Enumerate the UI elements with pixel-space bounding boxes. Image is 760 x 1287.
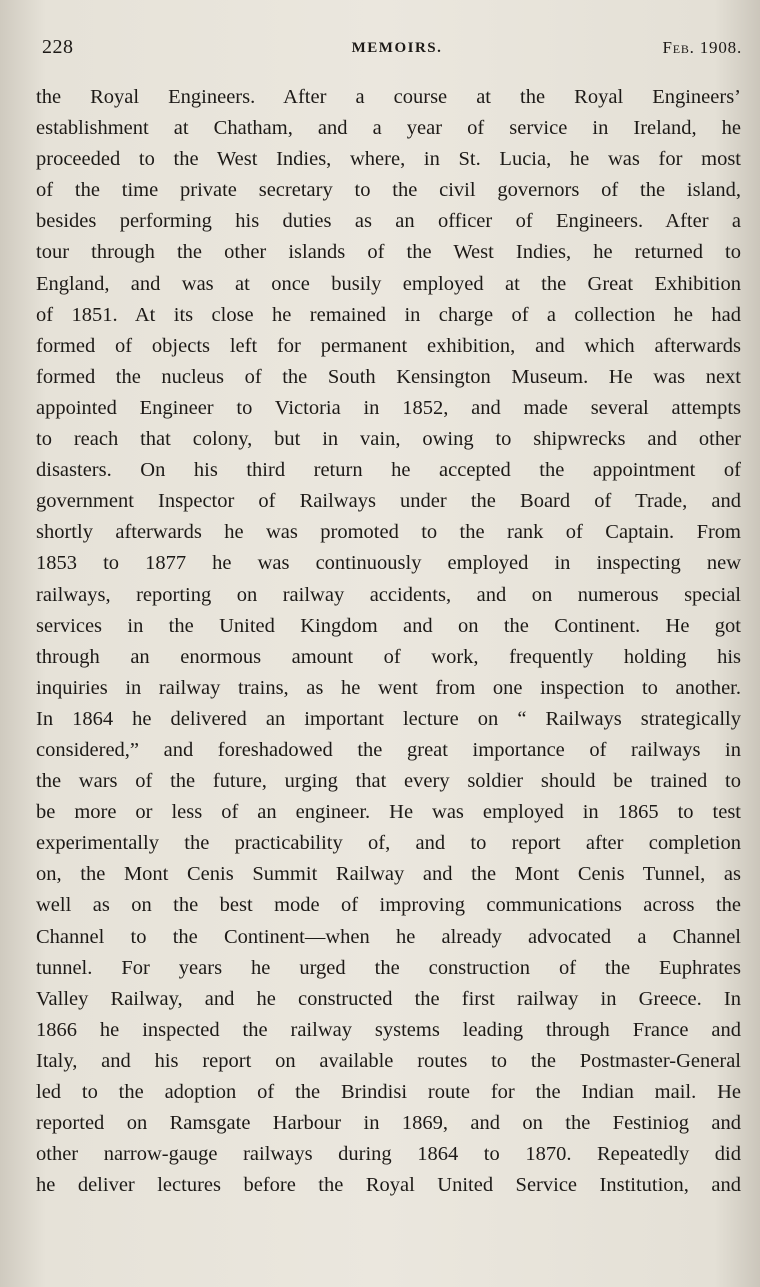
- text-line: led to the adoption of the Brindisi route for the Indian mail. He: [36, 1081, 741, 1103]
- text-line: of 1851. At its close he remained in charge of a collection he had: [36, 303, 741, 326]
- page-header: [42, 36, 742, 66]
- text-line: services in the United Kingdom and on the Continent. He got: [36, 614, 741, 637]
- text-line: appointed Engineer to Victoria in 1852, and made several attempts: [36, 396, 741, 419]
- text-line: the wars of the future, urging that every soldier should be trained to: [36, 770, 741, 793]
- text-line: England, and was at once busily employed at the Great Exhibition: [36, 272, 741, 295]
- text-line: tour through the other islands of the West Indies, he returned to: [36, 241, 741, 264]
- text-line: Italy, and his report on available routes to the Postmaster-General: [36, 1049, 741, 1072]
- text-line: he deliver lectures before the Royal United Service Institution, and: [36, 1174, 741, 1197]
- text-line: shortly afterwards he was promoted to the rank of Captain. From: [36, 521, 741, 544]
- text-line: establishment at Chatham, and a year of service in Ireland, he: [36, 117, 741, 140]
- text-line: Valley Railway, and he constructed the first railway in Greece. In: [36, 987, 741, 1010]
- text-line: well as on the best mode of improving communications across the: [36, 894, 741, 917]
- text-line: to reach that colony, but in vain, owing to shipwrecks and other: [36, 428, 741, 451]
- text-line: formed of objects left for permanent exhibition, and which afterwards: [36, 334, 741, 357]
- text-line: of the time private secretary to the civil governors of the island,: [36, 179, 741, 202]
- text-line: considered,” and foreshadowed the great importance of railways in: [36, 738, 741, 761]
- text-line: proceeded to the West Indies, where, in St. Lucia, he was for most: [36, 148, 741, 171]
- text-line: government Inspector of Railways under the Board of Trade, and: [36, 490, 741, 513]
- text-line: besides performing his duties as an officer of Engineers. After a: [36, 210, 741, 233]
- page-number: 228: [42, 36, 74, 58]
- text-line: be more or less of an engineer. He was employed in 1865 to test: [36, 801, 741, 824]
- text-line: other narrow-gauge railways during 1864 to 1870. Repeatedly did: [36, 1143, 741, 1166]
- text-line: experimentally the practicability of, and to report after completion: [36, 832, 741, 855]
- text-line: railways, reporting on railway accidents, and on numerous special: [36, 583, 741, 606]
- running-title: MEMOIRS.: [351, 40, 443, 56]
- text-line: 1853 to 1877 he was continuously employed in inspecting new: [36, 552, 741, 575]
- text-line: tunnel. For years he urged the construction of the Euphrates: [36, 956, 741, 979]
- text-line: reported on Ramsgate Harbour in 1869, and on the Festiniog and: [36, 1112, 741, 1135]
- text-line: the Royal Engineers. After a course at the Royal Engineers’: [36, 86, 741, 108]
- text-line: inquiries in railway trains, as he went from one inspection to another.: [36, 676, 741, 699]
- text-line: through an enormous amount of work, frequently holding his: [36, 645, 741, 668]
- header-date: Feb. 1908.: [662, 38, 742, 57]
- text-line: In 1864 he delivered an important lecture on “ Railways strategically: [36, 707, 741, 730]
- text-line: formed the nucleus of the South Kensington Museum. He was next: [36, 365, 741, 388]
- text-line: disasters. On his third return he accepted the appointment of: [36, 459, 741, 482]
- body-text: [36, 82, 741, 1201]
- text-line: Channel to the Continent—when he already advocated a Channel: [36, 925, 741, 948]
- text-line: 1866 he inspected the railway systems leading through France and: [36, 1018, 741, 1041]
- text-line: on, the Mont Cenis Summit Railway and the Mont Cenis Tunnel, as: [36, 863, 741, 886]
